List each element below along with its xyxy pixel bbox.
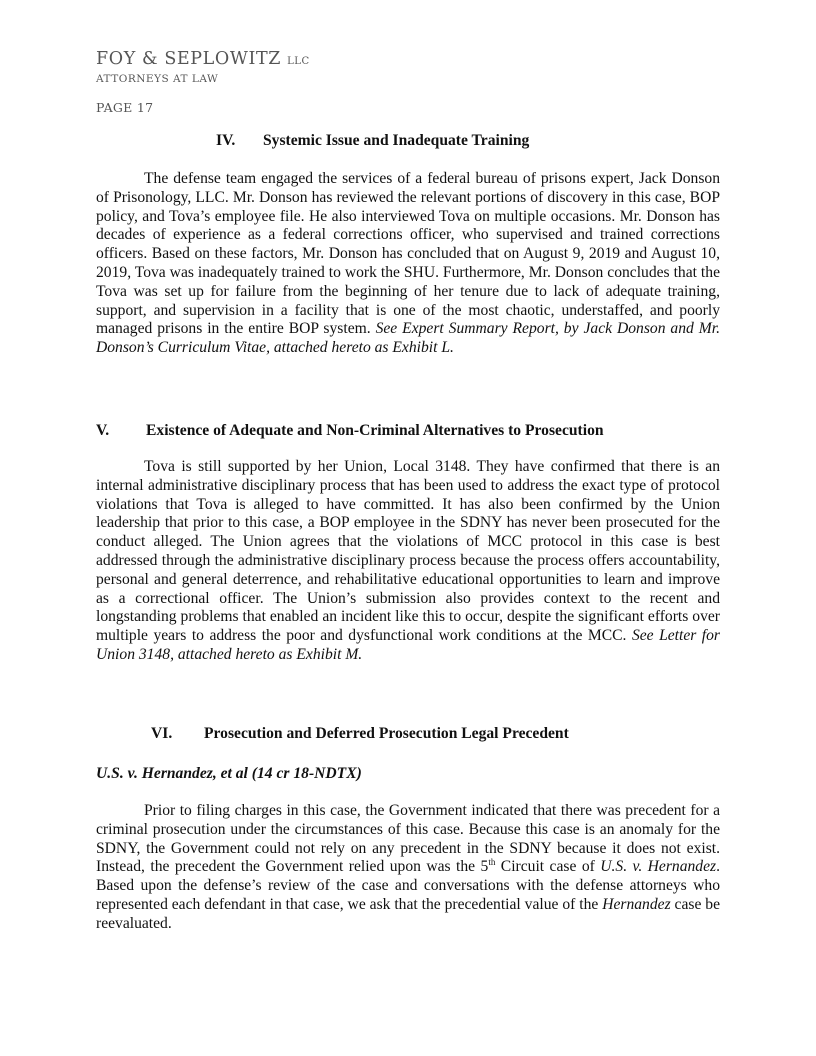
paragraph-text: The defense team engaged the services of a federal bureau of prisons expert, Jack Donson of Prisonology, LLC. Mr. Donson has reviewed the relevant portions of discovery in this case, BOP policy, and Tova’s employee file. He also interviewed Tova on multiple occasions. Mr. Donson has decades of experience as a federal corrections officer, who supervised and trained corrections officers. Based on these factors, Mr. Donson has concluded that on August 9, 2019 and August 10, 2019, Tova was inadequately trained to work the SHU. Furthermore, Mr. Donson concludes that the Tova was set up for failure from the beginning of her tenure due to lack of adequate training, support, and supervision in a facility that is one of the most chaotic, understaffed, and poorly managed prisons in the entire BOP system. — [96, 170, 720, 338]
section-number: VI. — [151, 725, 173, 742]
section-vi-body — [96, 802, 720, 934]
section-v-body — [96, 458, 720, 665]
case-name: U.S. v. Hernandez — [600, 858, 717, 876]
case-name: Hernandez — [602, 895, 671, 913]
section-number: V. — [96, 422, 110, 439]
section-v-heading — [96, 421, 604, 440]
firm-name — [96, 48, 310, 73]
paragraph-text: Circuit case of — [495, 858, 601, 876]
section-title: Systemic Issue and Inadequate Training — [263, 132, 530, 149]
section-iv-body — [96, 170, 720, 358]
paragraph — [96, 802, 720, 934]
paragraph-text: Prior to filing charges in this case, the Government indicated that there was precedent for a criminal prosecution under the circumstances of this case. Because this case is an anomaly for the SDNY, the Government could not rely on any precedent in the SDNY because it does not exist. Instead, the precedent the Government relied upon was the 5 — [96, 802, 720, 876]
section-number: IV. — [216, 132, 236, 149]
citation: See Letter for Union 3148, attached hereto as Exhibit M. — [96, 627, 721, 663]
section-title: Prosecution and Deferred Prosecution Legal Precedent — [204, 725, 569, 742]
firm-subtitle: ATTORNEYS AT LAW — [96, 73, 219, 85]
section-vi-heading — [151, 724, 569, 743]
section-title: Existence of Adequate and Non-Criminal Alternatives to Prosecution — [146, 422, 604, 439]
ordinal-superscript: th — [488, 857, 496, 868]
firm-name-text: FOY & SEPLOWITZ — [96, 49, 281, 69]
letterhead — [96, 48, 310, 85]
paragraph — [96, 170, 720, 358]
paragraph-text: Tova is still supported by her Union, Local 3148. They have confirmed that there is an internal administrative disciplinary process that has been used to address the exact type of protocol violations that Tova is alleged to have committed. It has also been confirmed by the Union leadership that prior to this case, a BOP employee in the SDNY has never been prosecuted for the conduct alleged. The Union agrees that the violations of MCC protocol in this case is best addressed through the administrative disciplinary process because the process offers accountability, personal and general deterrence, and rehabilitative educational opportunities to learn and improve as a correctional officer. The Union’s submission also provides context to the recent and longstanding problems that enabled an incident like this to occur, despite the significant efforts over multiple years to address the poor and dysfunctional work conditions at the MCC. — [96, 458, 720, 645]
firm-suffix: LLC — [287, 56, 310, 67]
citation: See Expert Summary Report, by Jack Donson and Mr. Donson’s Curriculum Vitae, attached hereto as Exhibit L. — [96, 320, 720, 357]
page-number: PAGE 17 — [96, 100, 154, 115]
section-iv-heading — [216, 131, 529, 150]
paragraph — [96, 458, 720, 665]
case-subheading: U.S. v. Hernandez, et al (14 cr 18-NDTX) — [96, 765, 362, 782]
paragraph-text: case be reevaluated. — [96, 895, 720, 932]
paragraph-text: . Based upon the defense’s review of the case and conversations with the defense attorneys who represented each defendant in that case, we ask that the precedential value of the — [96, 858, 720, 913]
